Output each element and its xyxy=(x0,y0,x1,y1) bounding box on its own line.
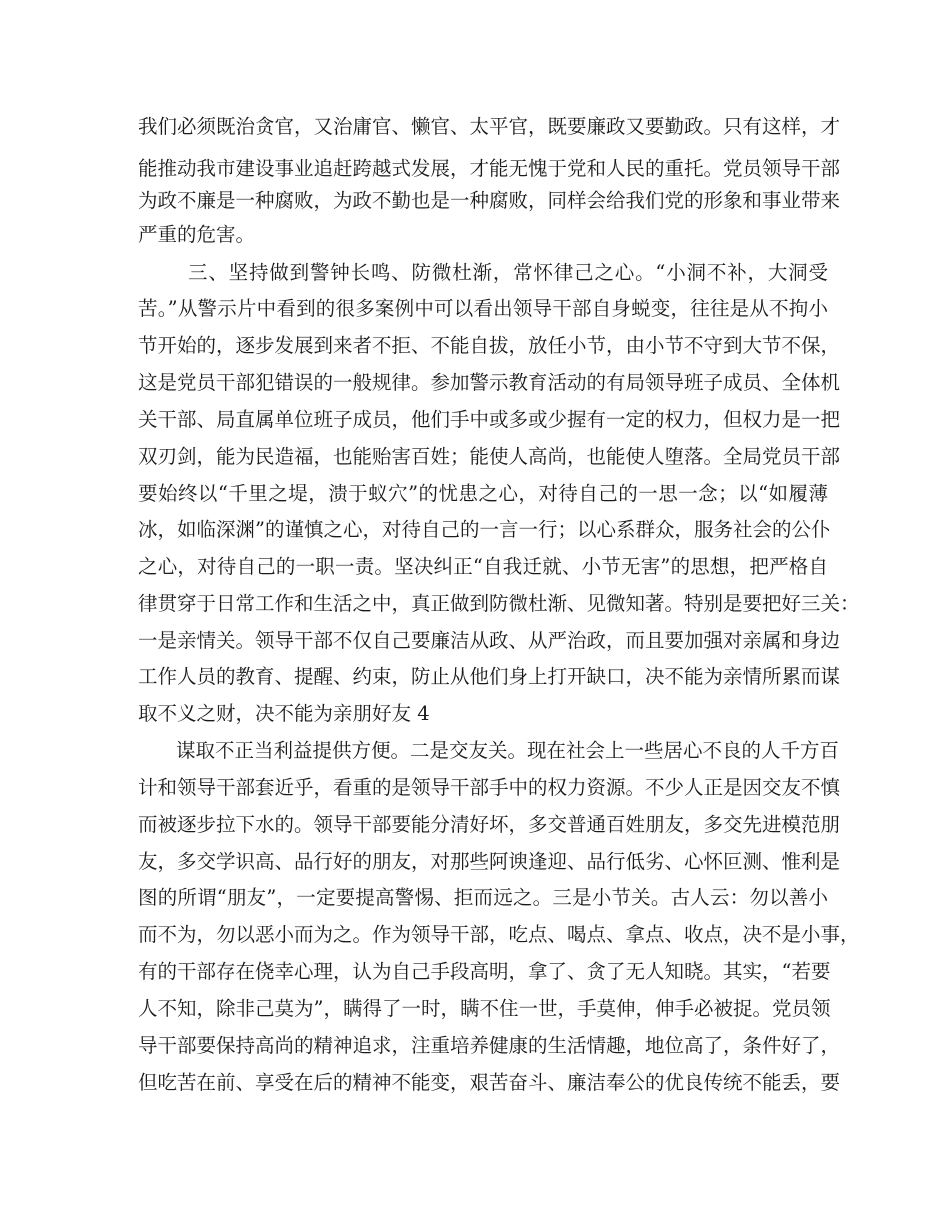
text-line: 双刃剑，能为民造福，也能贻害百姓；能使人高尚，也能使人堕落。全局党员干部 xyxy=(138,445,841,468)
text-line: 关干部、局直属单位班子成员，他们手中或多或少握有一定的权力，但权力是一把 xyxy=(138,408,841,431)
text-line xyxy=(138,1100,828,1140)
text-line: 我们必须既治贪官，又治庸官、懒官、太平官，既要廉政又要勤政。只有这样，才 xyxy=(138,115,841,138)
text-line: 友，多交学识高、品行好的朋友，对那些阿谀逢迎、品行低劣、心怀叵测、惟利是 xyxy=(138,850,841,873)
text-line: 一是亲情关。领导干部不仅自己要廉洁从政、从严治政，而且要加强对亲属和身边 xyxy=(138,629,841,652)
text-line: 这是党员干部犯错误的一般规律。参加警示教育活动的有局领导班子成员、全体机 xyxy=(138,371,841,394)
text-line: 要始终以“千里之堤，溃于蚁穴”的忧患之心，对待自己的一思一念；以“如履薄 xyxy=(138,482,828,505)
text-line: 节开始的，逐步发展到来者不拒、不能自拔，放任小节，由小节不守到大节不保， xyxy=(138,334,841,357)
text-line: 取不义之财，决不能为亲朋好友 4 xyxy=(138,702,430,725)
text-line: 谋取不正当利益提供方便。二是交友关。现在社会上一些居心不良的人千方百 xyxy=(176,739,840,762)
text-line: 为政不廉是一种腐败，为政不勤也是一种腐败，同样会给我们党的形象和事业带来 xyxy=(138,189,841,212)
text-line: 人不知，除非己莫为”，瞒得了一时，瞒不住一世，手莫伸，伸手必被捉。党员领 xyxy=(138,997,831,1020)
text-line: 有的干部存在侥幸心理，认为自己手段高明，拿了、贪了无人知晓。其实，“若要 xyxy=(138,960,831,983)
text-line: 计和领导干部套近乎，看重的是领导干部手中的权力资源。不少人正是因交友不慎 xyxy=(138,776,841,799)
text-line: 律贯穿于日常工作和生活之中，真正做到防微杜渐、见微知著。特别是要把好三关： xyxy=(138,592,860,615)
text-line: 之心，对待自己的一职一责。坚决纠正“自我迁就、小节无害”的思想，把严格自 xyxy=(138,555,828,578)
text-line: 冰，如临深渊”的谨慎之心，对待自己的一言一行；以心系群众，服务社会的公仆 xyxy=(138,518,831,541)
text-line: 能推动我市建设事业追赶跨越式发展，才能无愧于党和人民的重托。党员领导干部 xyxy=(138,157,841,180)
text-line: 而被逐步拉下水的。领导干部要能分清好坏，多交普通百姓朋友，多交先进模范朋 xyxy=(138,813,841,836)
text-line: 而不为，勿以恶小而为之。作为领导干部，吃点、喝点、拿点、收点，决不是小事， xyxy=(138,923,860,946)
text-line: 但吃苦在前、享受在后的精神不能变，艰苦奋斗、廉洁奉公的优良传统不能丢，要 xyxy=(138,1071,841,1094)
text-line: 导干部要保持高尚的精神追求，注重培养健康的生活情趣，地位高了，条件好了， xyxy=(138,1034,841,1057)
text-line: 苦。”从警示片中看到的很多案例中可以看出领导干部自身蜕变，往往是从不拘小 xyxy=(138,297,828,320)
text-line: 三、坚持做到警钟长鸣、防微杜渐，常怀律己之心。“小洞不补，大洞受 xyxy=(188,261,828,284)
text-line: 严重的危害。 xyxy=(138,223,256,246)
text-line: 工作人员的教育、提醒、约束，防止从他们身上打开缺口，决不能为亲情所累而谋 xyxy=(138,665,841,688)
text-line: 图的所谓“朋友”，一定要提高警惕、拒而远之。三是小节关。古人云：勿以善小 xyxy=(138,886,828,909)
